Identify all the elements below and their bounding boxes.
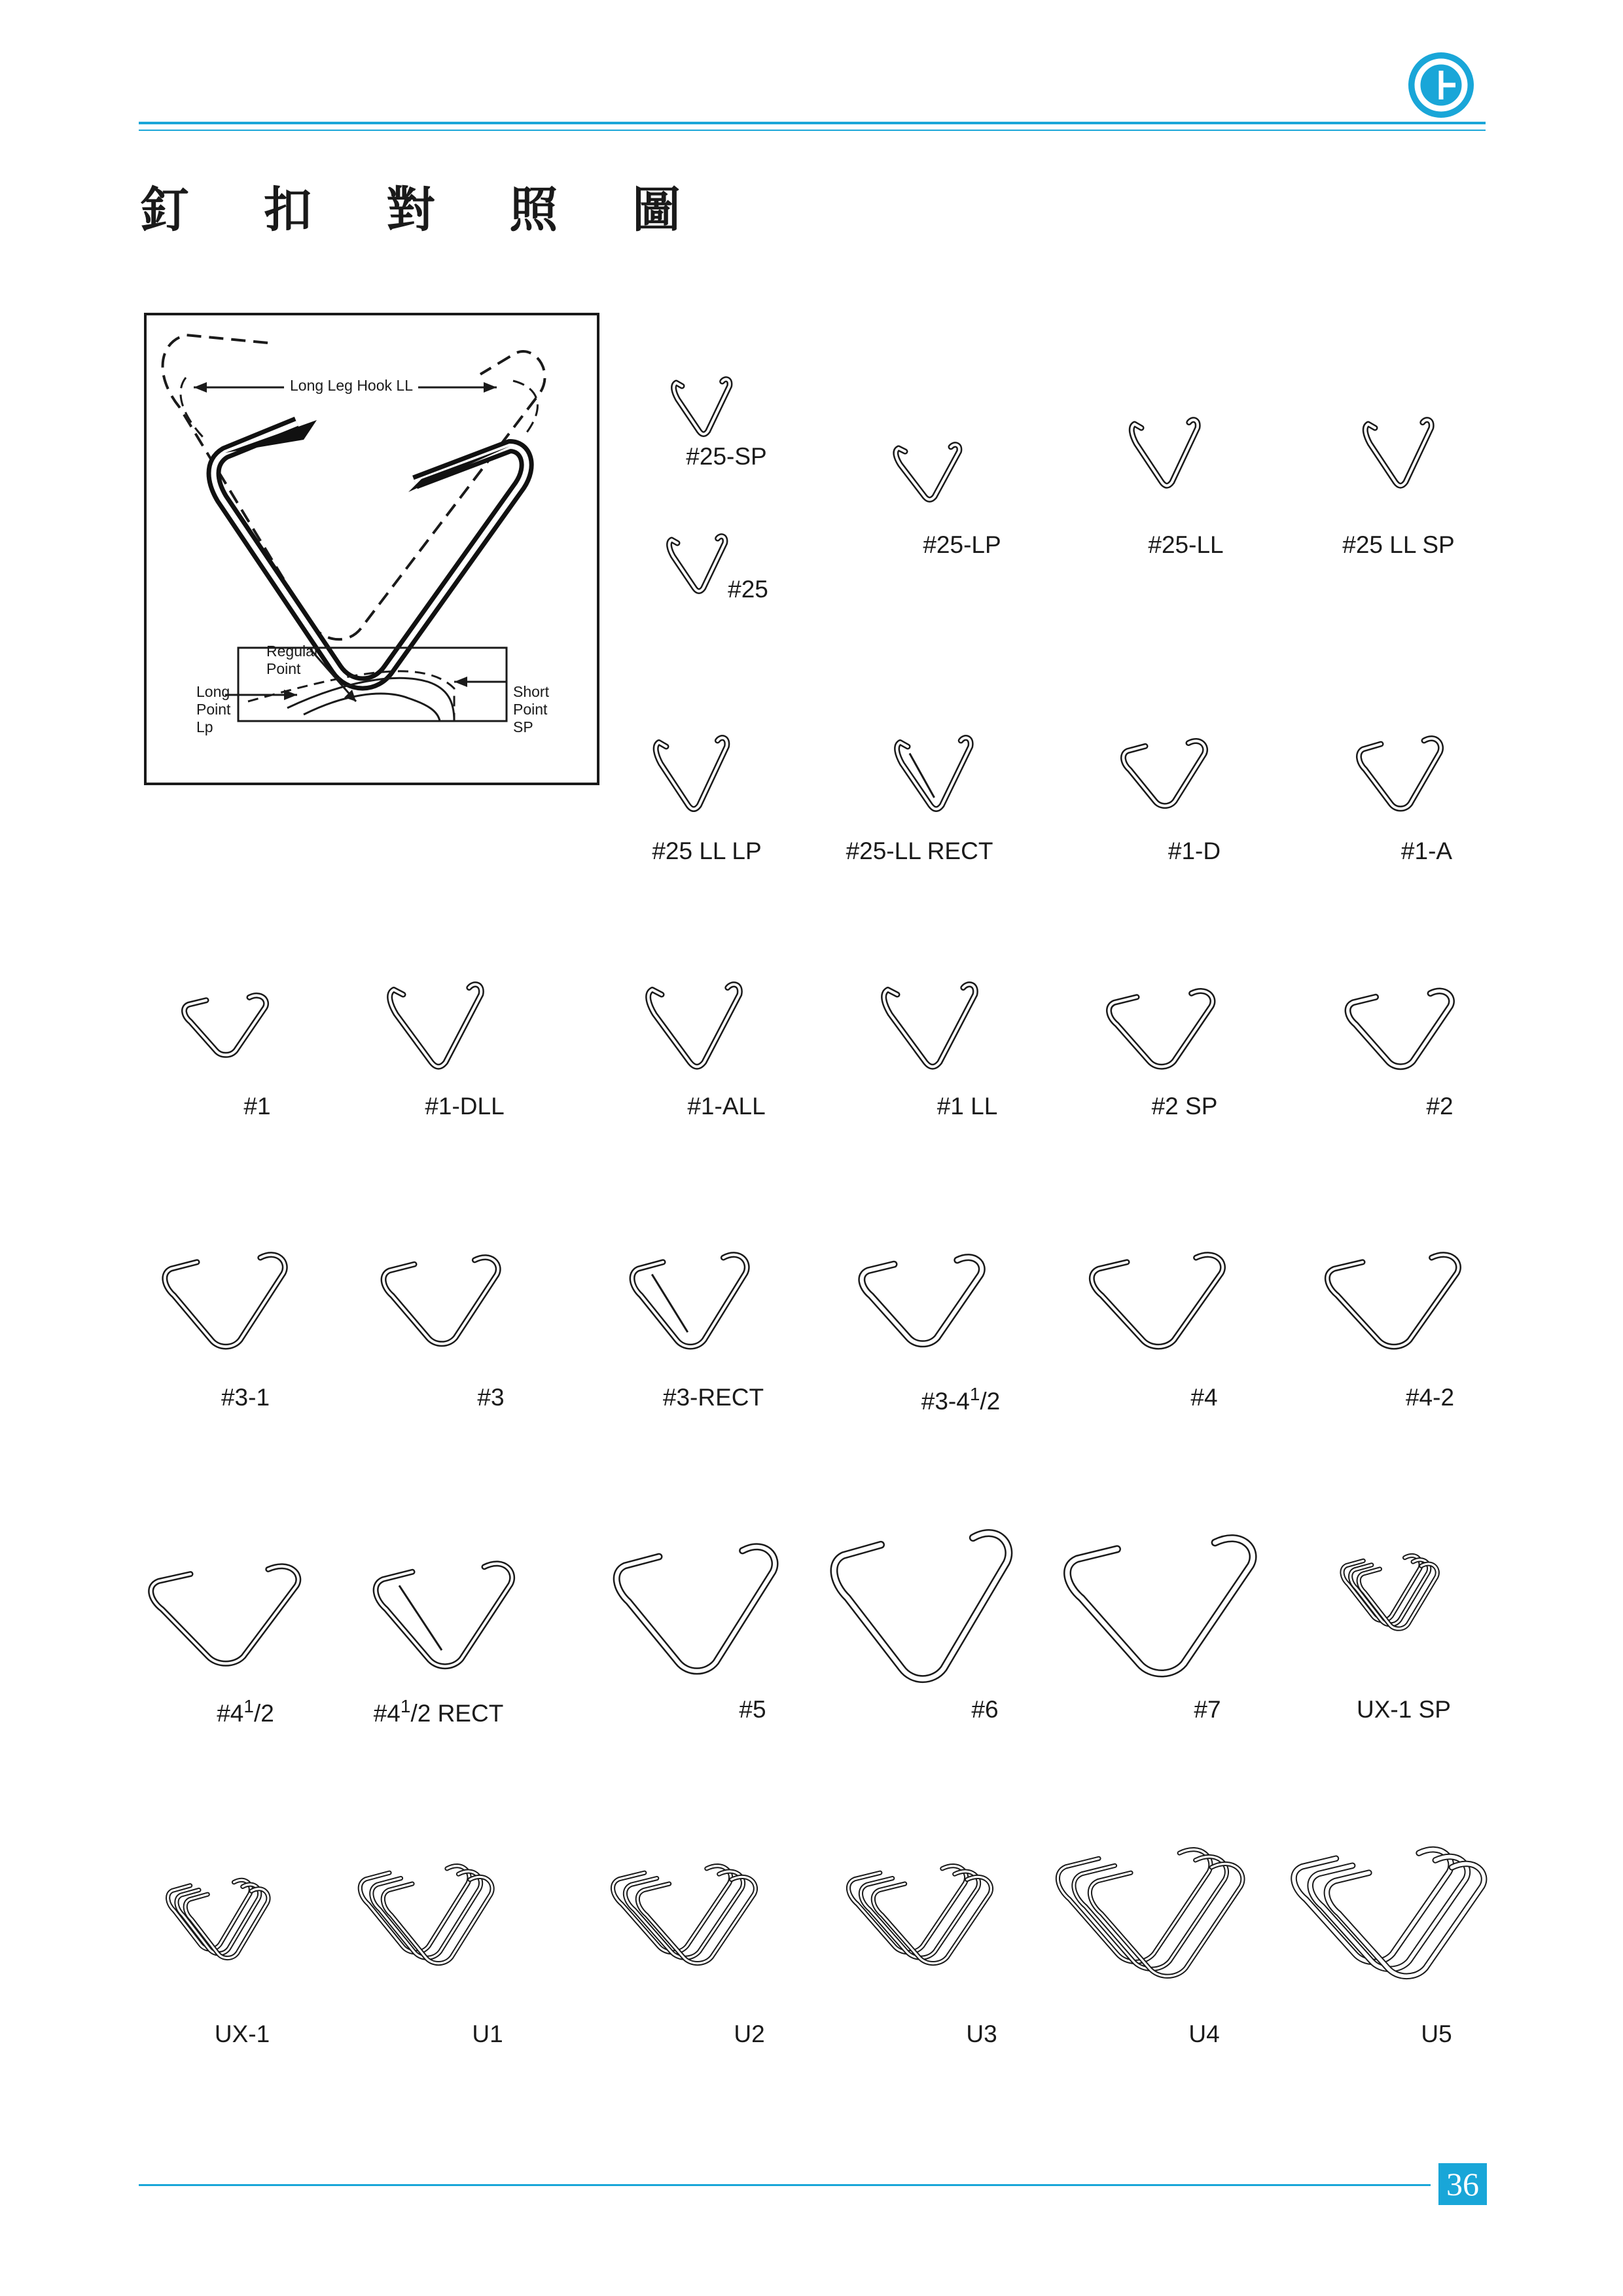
clip-u4: [1044, 1835, 1273, 2005]
clip-drawing: [1124, 412, 1209, 491]
clip-7: [1050, 1521, 1273, 1685]
clip-drawing: [1080, 1243, 1237, 1354]
clip-drawing: [154, 1243, 298, 1354]
clip-drawing: [177, 988, 275, 1060]
clip-drawing: [160, 1871, 285, 1976]
clip-drawing: [874, 975, 991, 1073]
clip-25lp: [889, 438, 971, 504]
clip-2: [1338, 981, 1463, 1073]
clip-label: #25-LL: [1148, 531, 1224, 558]
clip-label: #1 LL: [936, 1093, 998, 1120]
clip-drawing: [363, 1551, 527, 1675]
company-logo: [1407, 51, 1475, 119]
footer-rule: [139, 2184, 1431, 2186]
clip-label: #25-SP: [686, 443, 767, 470]
clip-label: #7: [1194, 1696, 1221, 1723]
clip-3rect: [622, 1243, 759, 1354]
clip-drawing: [818, 1515, 1027, 1691]
clip-drawing: [1335, 1547, 1453, 1646]
clip-label: #25 LL LP: [652, 838, 762, 864]
clip-anatomy-diagram: [144, 313, 599, 785]
clip-label: #2 SP: [1151, 1093, 1218, 1120]
clip-25sp: [668, 373, 740, 438]
clip-label: $\#4^1/2$: [217, 1696, 274, 1727]
clip-label: $\#3-4^1/2$: [921, 1384, 1001, 1415]
long-leg-hook-label: Long Leg Hook LL: [287, 377, 416, 395]
clip-label: #3: [477, 1384, 505, 1411]
clip-412: [137, 1554, 314, 1672]
clip-label: #4-2: [1405, 1384, 1455, 1411]
clip-label: #3-1: [221, 1384, 270, 1411]
clip-1: [177, 988, 275, 1060]
clip-label: #1-A: [1400, 838, 1453, 864]
clip-label: U1: [472, 2021, 503, 2047]
clip-label: #1-DLL: [425, 1093, 505, 1120]
clip-drawing: [1315, 1243, 1472, 1354]
clip-label: UX-1: [214, 2021, 270, 2047]
clip-25ll: [1124, 412, 1209, 491]
header-rule: [139, 122, 1486, 124]
clip-label: #6: [971, 1696, 999, 1723]
page-title: 釘 扣 對 照 圖: [141, 182, 710, 238]
clip-412rect: [363, 1551, 527, 1675]
clip-drawing: [373, 1246, 510, 1351]
clip-25lllp: [648, 730, 740, 815]
clip-label: U5: [1421, 2021, 1452, 2047]
clip-drawing: [1116, 733, 1214, 811]
clip-2sp: [1099, 981, 1224, 1073]
clip-drawing: [663, 530, 735, 595]
regular-point-label: Regular Point: [266, 643, 319, 677]
clip-1d: [1116, 733, 1214, 811]
clip-drawing: [137, 1554, 314, 1672]
clip-label: $\#4^1/2$ RECT: [373, 1696, 504, 1727]
clip-drawing: [622, 1243, 759, 1354]
clip-1a: [1351, 730, 1450, 815]
clip-25llrect: [889, 730, 984, 815]
clip-label: #1: [243, 1093, 271, 1120]
clip-drawing: [851, 1246, 995, 1351]
clip-label: #4: [1190, 1384, 1218, 1411]
clip-drawing: [889, 438, 971, 504]
short-point-label: Short Point SP: [513, 683, 549, 735]
clip-42: [1315, 1243, 1472, 1354]
clip-drawing: [1044, 1835, 1273, 2005]
clip-label: #2: [1426, 1093, 1454, 1120]
clip-31: [154, 1243, 298, 1354]
clip-5: [602, 1531, 792, 1682]
clip-drawing: [1358, 412, 1443, 491]
clip-drawing: [668, 373, 740, 438]
clip-drawing: [638, 975, 756, 1073]
clip-1ll: [874, 975, 991, 1073]
clip-u3: [838, 1855, 1014, 1986]
clip-drawing: [1279, 1835, 1515, 2005]
clip-drawing: [1099, 981, 1224, 1073]
clip-drawing: [648, 730, 740, 815]
clip-4: [1080, 1243, 1237, 1354]
clip-label: #1-D: [1168, 838, 1221, 864]
clip-u2: [602, 1855, 779, 1986]
clip-3: [373, 1246, 510, 1351]
clip-label: #1-ALL: [687, 1093, 766, 1120]
clip-drawing: [380, 975, 497, 1073]
header-rule-thin: [139, 130, 1486, 131]
clip-label: #25-LL RECT: [846, 838, 993, 864]
clip-drawing: [350, 1855, 514, 1986]
clip-25llsp: [1358, 412, 1443, 491]
clip-u5: [1279, 1835, 1515, 2005]
clip-label: UX-1 SP: [1357, 1696, 1451, 1723]
clip-label: #25-LP: [923, 531, 1001, 558]
clip-ux1sp: [1335, 1547, 1453, 1646]
clip-drawing: [602, 1531, 792, 1682]
clip-u1: [350, 1855, 514, 1986]
clip-drawing: [602, 1855, 779, 1986]
clip-drawing: [1351, 730, 1450, 815]
clip-3412: [851, 1246, 995, 1351]
clip-ux1: [160, 1871, 285, 1976]
page-number: 36: [1438, 2163, 1487, 2205]
long-point-label: Long Point Lp: [196, 683, 231, 735]
clip-drawing: [1338, 981, 1463, 1073]
clip-drawing: [838, 1855, 1014, 1986]
clip-drawing: [1050, 1521, 1273, 1685]
clip-label: U4: [1188, 2021, 1220, 2047]
clip-label: #5: [739, 1696, 766, 1723]
clip-1dll: [380, 975, 497, 1073]
clip-label: #25 LL SP: [1342, 531, 1455, 558]
clip-25: [663, 530, 735, 595]
clip-6: [818, 1515, 1027, 1691]
clip-label: #3-RECT: [662, 1384, 764, 1411]
clip-label: U3: [966, 2021, 997, 2047]
clip-label: #25: [728, 576, 768, 603]
clip-drawing: [889, 730, 984, 815]
clip-1all: [638, 975, 756, 1073]
clip-label: U2: [734, 2021, 765, 2047]
